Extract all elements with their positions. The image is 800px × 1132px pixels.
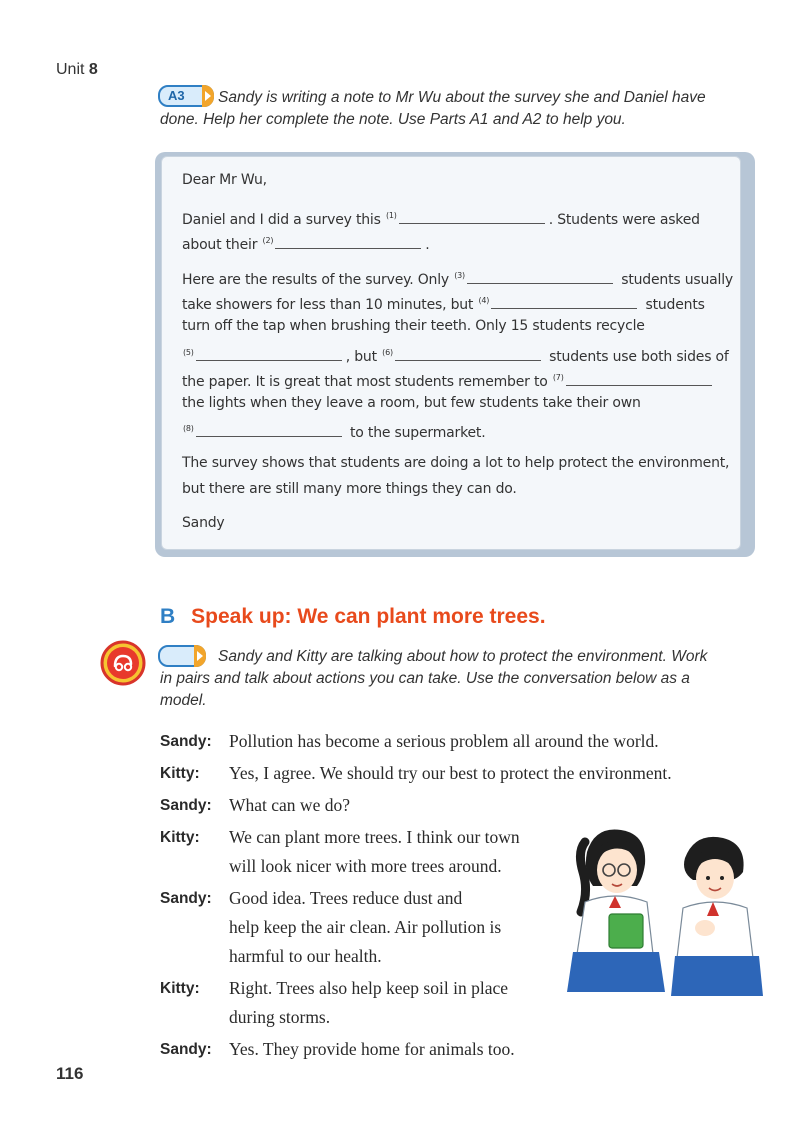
note-line: turn off the tap when brushing their teeth. Only 15 students recycle [182,317,645,334]
b-instruction-line1: Sandy and Kitty are talking about how to protect the environment. Work [218,648,708,665]
note-line: but there are still many more things they can do. [182,480,517,497]
speaker: Sandy: [160,733,212,750]
note-text-span: , but [345,348,377,365]
dialogue-line: harmful to our health. [229,946,382,966]
blank-marker-8: (8) [183,424,194,434]
dialogue-line: Pollution has become a serious problem all around the world. [229,731,659,751]
dialogue-line: We can plant more trees. I think our town [229,827,520,847]
a3-instruction-line1: Sandy is writing a note to Mr Wu about the survey she and Daniel have [218,89,706,106]
blank-marker-2: (2) [262,236,274,246]
dialogue-row [160,884,603,971]
section-title: Speak up: We can plant more trees. [191,605,546,628]
dialogue [160,727,672,1064]
note-text-span: students usually [621,271,733,288]
dialogue-row [160,759,672,788]
b-instruction-line3: model. [160,692,207,709]
blank-5[interactable] [196,348,342,361]
note-text-span: the paper. It is great that most students remember to [182,374,548,391]
blank-marker-3: (3) [454,270,465,280]
note-text [182,168,742,537]
dialogue-row [160,1035,603,1064]
blank-marker-1: (1) [385,210,397,220]
note-text-span: students use both sides of [549,348,729,365]
note-text-span: take showers for less than 10 minutes, but [182,297,474,314]
blank-marker-7: (7) [552,373,564,383]
unit-label [56,61,98,79]
blank-6[interactable] [395,348,541,361]
note-text-span: . [425,237,430,254]
page-number: 116 [56,1064,84,1083]
dialogue-line: Good idea. Trees reduce dust and [229,888,463,908]
a3-badge-label: A3 [168,88,185,103]
dialogue-row [160,791,603,820]
blank-1[interactable] [399,211,545,224]
speaker: Sandy: [160,1041,212,1058]
dialogue-row [160,727,659,756]
note-text-span: . Students were asked [548,211,700,228]
note-line: the lights when they leave a room, but few students take their own [182,394,641,411]
speaker: Kitty: [160,980,200,997]
blank-4[interactable] [491,296,637,309]
note-text-span: about their [182,237,258,254]
speaker: Sandy: [160,890,212,907]
dialogue-line: Yes. They provide home for animals too. [229,1039,515,1059]
dialogue-line: What can we do? [229,795,350,815]
note-line: The survey shows that students are doing a lot to help protect the environment, [182,454,730,471]
dialogue-row [160,823,603,881]
dialogue-line: during storms. [229,1007,331,1027]
unit-word: Unit [56,61,85,78]
b-instruction-line2: in pairs and talk about actions you can take. Use the conversation below as a [160,670,690,687]
speaker: Kitty: [160,829,200,846]
a3-instruction-line2: done. Help her complete the note. Use Parts A1 and A2 to help you. [160,111,626,128]
blank-marker-4: (4) [478,296,490,306]
section-b-heading [160,605,546,629]
blank-3[interactable] [467,271,613,284]
blank-7[interactable] [566,373,712,386]
speaker: Kitty: [160,765,200,782]
blank-2[interactable] [275,236,421,249]
dialogue-line: Right. Trees also help keep soil in place [229,978,508,998]
blank-8[interactable] [196,424,342,437]
speaker: Sandy: [160,797,212,814]
note-greeting: Dear Mr Wu, [182,172,267,188]
blank-marker-6: (6) [382,347,393,357]
note-text-span: students [645,297,705,314]
note-text-span: Daniel and I did a survey this [182,211,381,228]
note-text-span: to the supermarket. [350,425,486,442]
students-illustration [565,822,765,1000]
dialogue-row [160,974,603,1032]
blank-marker-5: (5) [183,347,194,357]
a3-instruction [160,87,706,131]
dialogue-line: will look nicer with more trees around. [229,856,502,876]
section-letter: B [160,605,176,628]
dialogue-line: help keep the air clean. Air pollution is [229,917,502,937]
note-text-span: Here are the results of the survey. Only [182,271,449,288]
b-instruction [160,646,707,712]
note-signature: Sandy [182,515,225,532]
speaking-icon [100,640,146,686]
unit-number: 8 [88,61,98,78]
dialogue-line: Yes, I agree. We should try our best to protect the environment. [229,763,672,783]
